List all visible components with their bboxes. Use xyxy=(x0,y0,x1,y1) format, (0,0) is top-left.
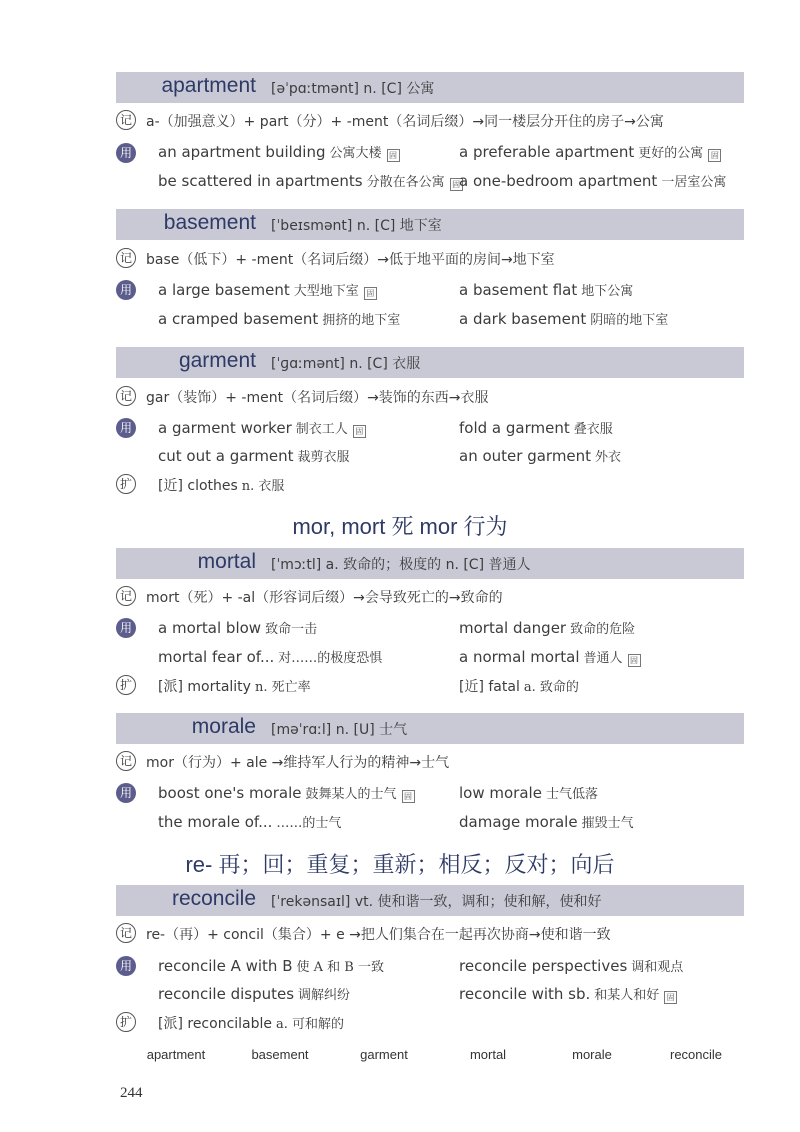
entry-definition: [məˈrɑːl] n. [U] 士气 xyxy=(271,722,408,738)
etymology-line: a-（加强意义）+ part（分）+ -ment（名词后缀）→同一楼层分开住的房子→公寓 xyxy=(146,114,664,130)
extension-line: [派] reconcilable a. 可和解的 xyxy=(158,1016,345,1032)
entry-header-reconcile xyxy=(116,885,744,916)
fixed-phrase-icon: 固 xyxy=(364,287,377,300)
usage-phrase: cut out a garment 裁剪衣服 xyxy=(158,447,350,465)
usage-phrase: fold a garment 叠衣服 xyxy=(459,419,613,437)
entry-word: garment xyxy=(178,349,256,372)
entry-definition: [ˈmɔːtl] a. 致命的；极度的 n. [C] 普通人 xyxy=(271,557,531,573)
footer-index-word: apartment xyxy=(146,1047,206,1062)
memory-icon: 记 xyxy=(116,110,136,130)
usage-icon: 用 xyxy=(116,618,136,638)
usage-phrase: an apartment building 公寓大楼 固 xyxy=(158,142,400,162)
entry-word: apartment xyxy=(161,74,256,97)
etymology-line: mort（死）+ -al（形容词后缀）→会导致死亡的→致命的 xyxy=(146,590,503,606)
entry-definition: [ˈbeɪsmənt] n. [C] 地下室 xyxy=(271,218,442,234)
usage-icon: 用 xyxy=(116,143,136,163)
usage-phrase: a one-bedroom apartment 一居室公寓 xyxy=(459,172,727,190)
fixed-phrase-icon: 固 xyxy=(387,149,400,162)
etymology-line: gar（装饰）+ -ment（名词后缀）→装饰的东西→衣服 xyxy=(146,390,489,406)
footer-index-word: garment xyxy=(360,1047,408,1062)
memory-icon: 记 xyxy=(116,586,136,606)
fixed-phrase-icon: 固 xyxy=(708,149,721,162)
fixed-phrase-icon: 固 xyxy=(353,425,366,438)
fixed-phrase-icon: 固 xyxy=(402,790,415,803)
entry-header-basement xyxy=(116,209,744,240)
usage-phrase: an outer garment 外衣 xyxy=(459,447,622,465)
usage-icon: 用 xyxy=(116,783,136,803)
usage-phrase: mortal danger 致命的危险 xyxy=(459,619,636,637)
usage-phrase: a normal mortal 普通人 固 xyxy=(459,647,641,667)
etymology-line: mor（行为）+ ale →维持军人行为的精神→士气 xyxy=(146,755,450,771)
usage-icon: 用 xyxy=(116,956,136,976)
usage-phrase: damage morale 摧毁士气 xyxy=(459,813,634,831)
footer-index-word: basement xyxy=(251,1047,309,1062)
footer-index-word: reconcile xyxy=(669,1047,723,1062)
usage-phrase: a preferable apartment 更好的公寓 固 xyxy=(459,142,721,162)
entry-word: basement xyxy=(163,211,256,234)
usage-icon: 用 xyxy=(116,280,136,300)
entry-word: mortal xyxy=(197,550,256,573)
memory-icon: 记 xyxy=(116,751,136,771)
memory-icon: 记 xyxy=(116,248,136,268)
usage-phrase: be scattered in apartments 分散在各公寓 固 xyxy=(158,171,463,191)
memory-icon: 记 xyxy=(116,386,136,406)
entry-header-garment xyxy=(116,347,744,378)
usage-phrase: the morale of... ……的士气 xyxy=(158,813,342,831)
fixed-phrase-icon: 固 xyxy=(450,178,463,191)
entry-definition: [ˈɡɑːmənt] n. [C] 衣服 xyxy=(271,356,421,372)
fixed-phrase-icon: 固 xyxy=(664,991,677,1004)
entry-header-morale xyxy=(116,713,744,744)
memory-icon: 记 xyxy=(116,923,136,943)
usage-phrase: reconcile A with B 使 A 和 B 一致 xyxy=(158,957,384,975)
page-number: 244 xyxy=(120,1085,143,1101)
entry-definition: [ˈrekənsaɪl] vt. 使和谐一致，调和；使和解，使和好 xyxy=(271,894,602,910)
extension-icon: 扩 xyxy=(116,675,136,695)
entry-word: morale xyxy=(191,715,256,738)
section-title: mor, mort 死 mor 行为 xyxy=(292,514,508,539)
usage-phrase: mortal fear of... 对……的极度恐惧 xyxy=(158,648,383,666)
entry-word: reconcile xyxy=(171,887,256,910)
usage-phrase: boost one's morale 鼓舞某人的士气 固 xyxy=(158,783,415,803)
extension-icon: 扩 xyxy=(116,474,136,494)
entry-header-apartment xyxy=(116,72,744,103)
usage-phrase: a mortal blow 致命一击 xyxy=(158,619,318,637)
usage-phrase: a dark basement 阴暗的地下室 xyxy=(459,310,669,328)
usage-phrase: reconcile perspectives 调和观点 xyxy=(459,957,684,975)
entry-header-mortal xyxy=(116,548,744,579)
section-title: re- 再；回；重复；重新；相反；反对；向后 xyxy=(185,852,615,877)
usage-icon: 用 xyxy=(116,418,136,438)
fixed-phrase-icon: 固 xyxy=(628,654,641,667)
usage-phrase: reconcile with sb. 和某人和好 固 xyxy=(459,984,677,1004)
usage-phrase: a basement flat 地下公寓 xyxy=(459,281,634,299)
usage-phrase: low morale 士气低落 xyxy=(459,784,598,802)
usage-phrase: a large basement 大型地下室 固 xyxy=(158,280,377,300)
usage-phrase: a garment worker 制衣工人 固 xyxy=(158,418,366,438)
extension-icon: 扩 xyxy=(116,1012,136,1032)
footer-index-word: mortal xyxy=(469,1047,507,1062)
extension-line: [近] fatal a. 致命的 xyxy=(459,679,579,695)
entry-definition: [əˈpɑːtmənt] n. [C] 公寓 xyxy=(271,81,435,97)
usage-phrase: reconcile disputes 调解纠纷 xyxy=(158,985,351,1003)
etymology-line: base（低下）+ -ment（名词后缀）→低于地平面的房间→地下室 xyxy=(146,252,555,268)
footer-index-word: morale xyxy=(572,1047,612,1062)
usage-phrase: a cramped basement 拥挤的地下室 xyxy=(158,310,401,328)
extension-line: [近] clothes n. 衣服 xyxy=(158,478,285,494)
extension-line: [派] mortality n. 死亡率 xyxy=(158,679,311,695)
etymology-line: re-（再）+ concil（集合）+ e →把人们集合在一起再次协商→使和谐一致 xyxy=(146,927,611,943)
